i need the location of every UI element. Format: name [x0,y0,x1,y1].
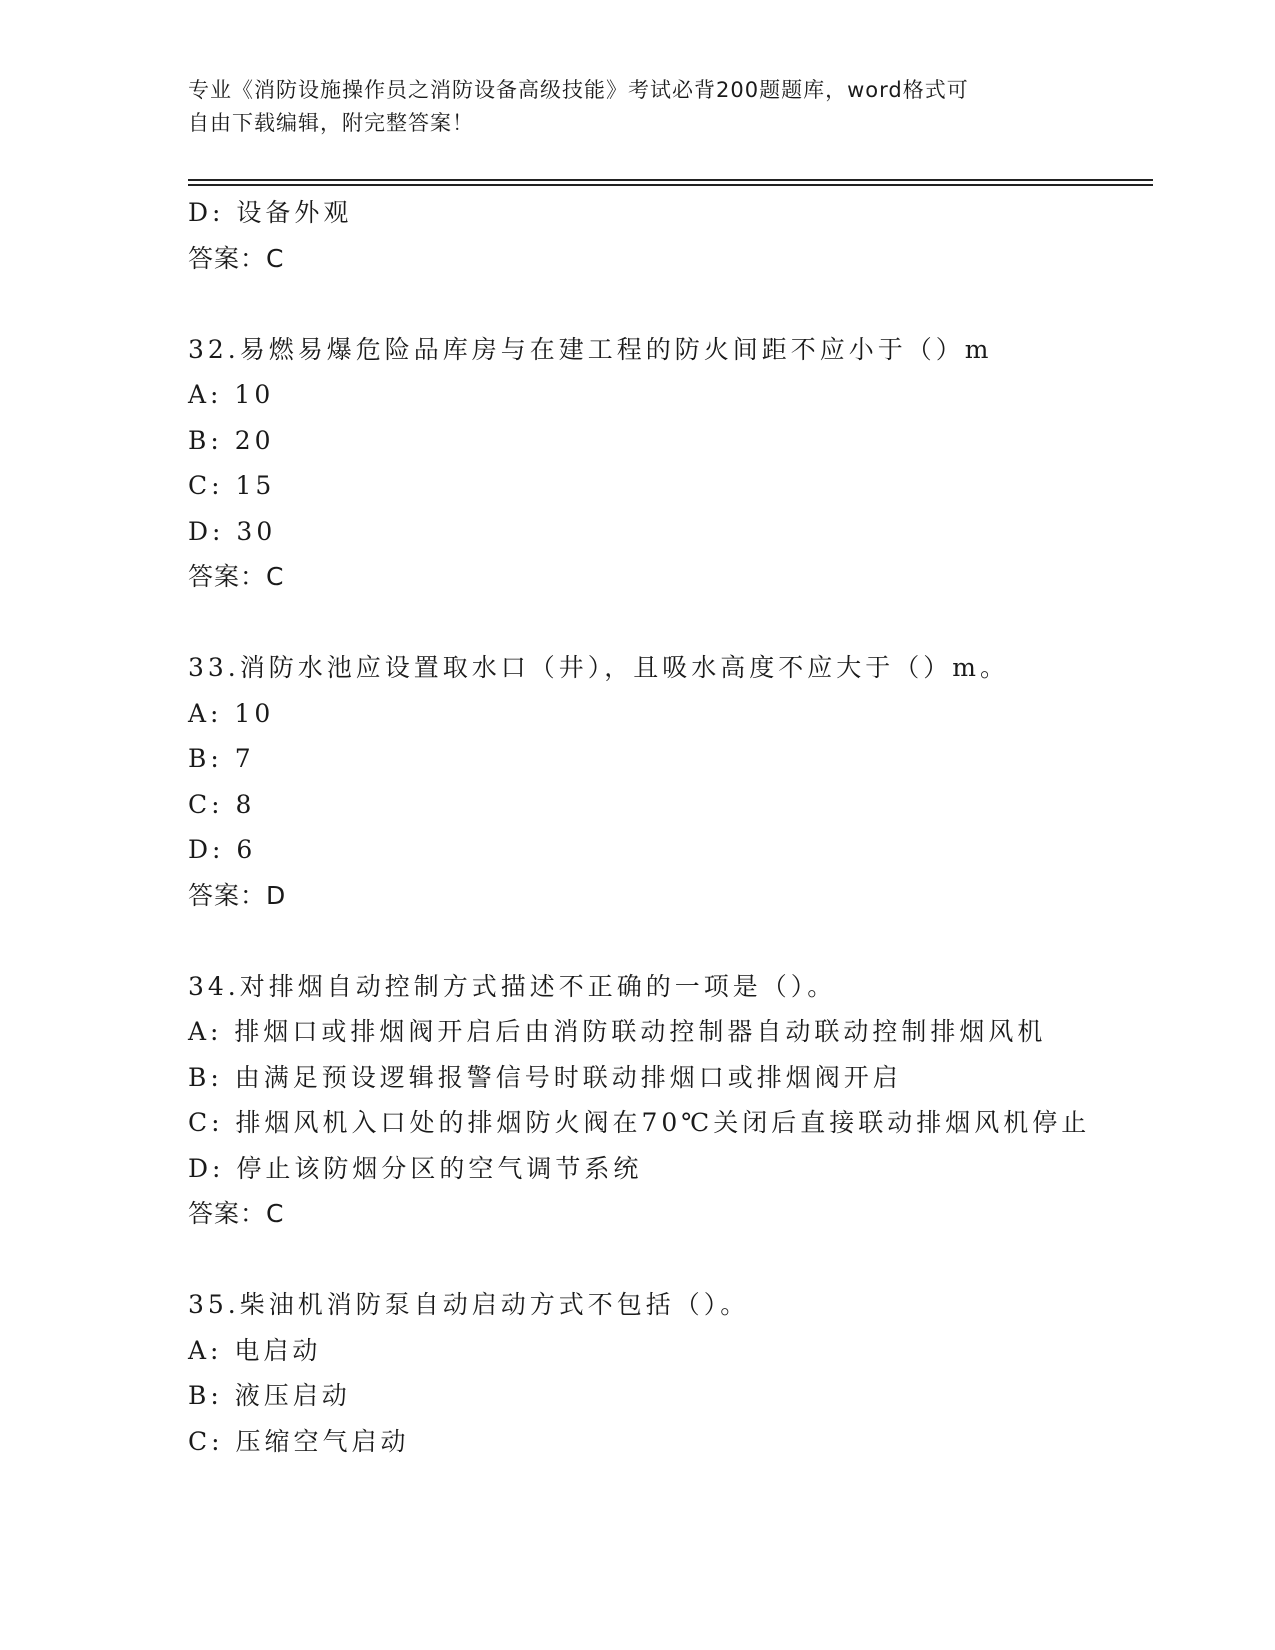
question-35-stem: 35.柴油机消防泵自动启动方式不包括（）。 [188,1290,750,1319]
question-33-option-b: B: 7 [188,744,255,773]
question-34-option-c: C: 排烟风机入口处的排烟防火阀在70℃关闭后直接联动排烟风机停止 [188,1108,1091,1137]
question-34-option-a: A: 排烟口或排烟阀开启后由消防联动控制器自动联动控制排烟风机 [188,1017,1047,1046]
question-33-stem: 33.消防水池应设置取水口（井），且吸水高度不应大于（）m。 [188,653,1009,682]
header-divider-top [188,179,1153,181]
question-33-option-a: A: 10 [188,698,275,728]
document-header [188,74,1088,140]
question-32-answer: 答案：C [188,562,285,591]
question-32-option-d: D: 30 [188,516,277,546]
question-34-answer: 答案：C [188,1199,285,1228]
question-list [188,190,1158,1464]
header-line-2: 自由下载编辑，附完整答案！ [188,111,474,135]
header-line-1: 专业《消防设施操作员之消防设备高级技能》考试必背200题题库，word格式可 [188,78,969,102]
question-32-option-a: A: 10 [188,380,275,409]
header-divider-bottom [188,184,1153,186]
question-35-option-a: A: 电启动 [188,1335,322,1365]
question-35-option-b: B: 液压启动 [188,1381,351,1410]
question-32-stem: 32.易燃易爆危险品库房与在建工程的防火间距不应小于（）m [188,334,993,364]
question-32-option-c: C: 15 [188,471,276,500]
question-32-option-b: B: 20 [188,425,275,455]
question-35-option-c: C: 压缩空气启动 [188,1426,410,1456]
question-34-option-d: D: 停止该防烟分区的空气调节系统 [188,1153,643,1183]
question-34-option-b: B: 由满足预设逻辑报警信号时联动排烟口或排烟阀开启 [188,1062,902,1092]
question-33-option-c: C: 8 [188,789,256,819]
prev-answer: 答案：C [188,243,285,273]
question-33-option-d: D: 6 [188,835,257,864]
question-33-answer: 答案：D [188,880,287,910]
prev-option-d: D: 设备外观 [188,198,353,227]
question-34-stem: 34.对排烟自动控制方式描述不正确的一项是（）。 [188,971,837,1001]
